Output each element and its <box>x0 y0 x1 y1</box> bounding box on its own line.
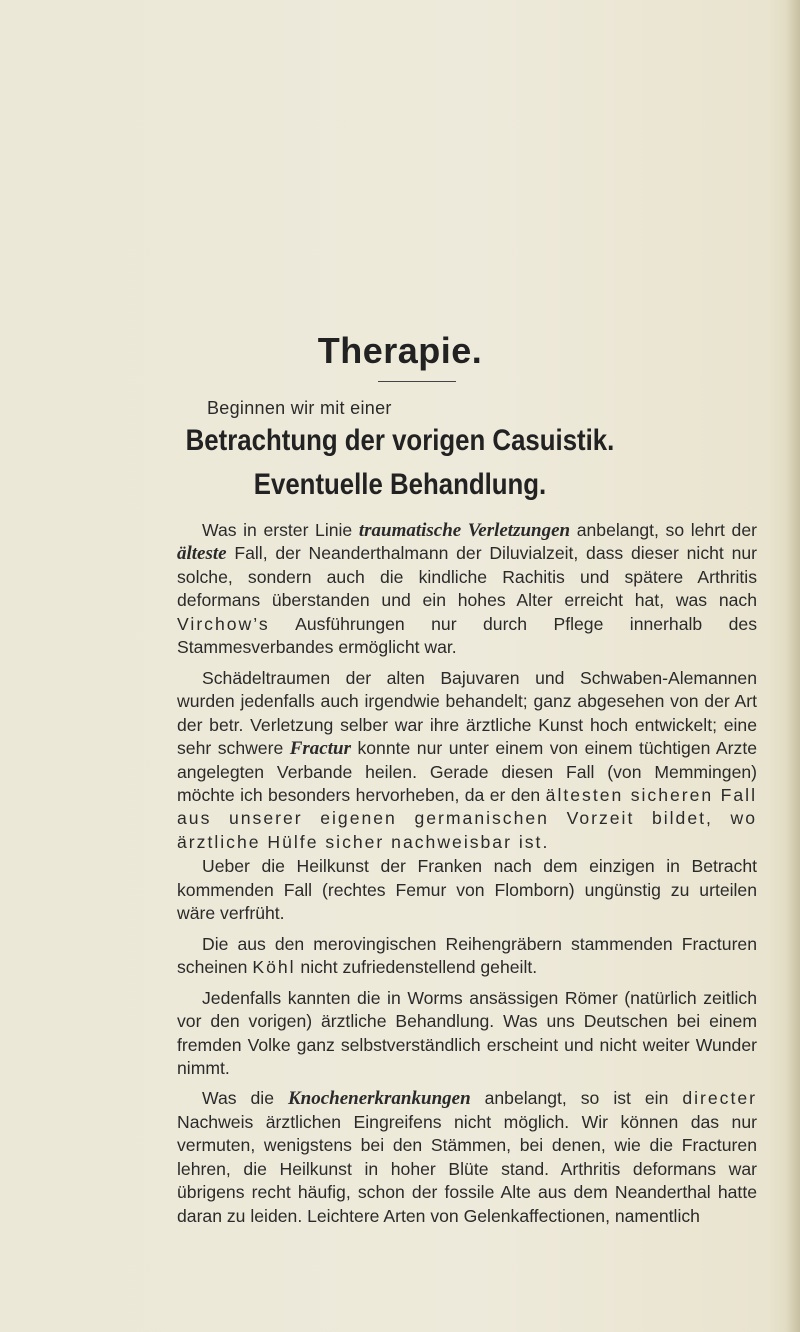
paragraph-4 <box>177 933 757 980</box>
body-text <box>177 519 757 1228</box>
text-run: konnte nur unter einem von einem tüchtigen Arzte angelegten Verbande heilen. Gerade diesen Fall (von Memmingen) möchte ich besonders hervorheben, da er den <box>177 738 757 805</box>
text-run: Was in erster Linie <box>202 520 359 540</box>
section-heading-casuistik: Betrachtung der vorigen Casuistik. <box>185 424 615 457</box>
emphasis-run: Knochenerkrankungen <box>287 1088 471 1110</box>
title-divider-rule <box>378 381 456 382</box>
author-name: Köhl <box>252 957 296 978</box>
emphasis-run: traumatische Verletzungen <box>358 520 571 541</box>
page-edge-shadow <box>786 0 800 1332</box>
text-run: Schädeltraumen der alten Bajuvaren und Schwaben-Alemannen wurden jedenfalls auch irgendwie behandelt; ganz abgesehen von der Art der betr. Verletzung selber war ihre ärztliche Kunst hoch entwickelt; eine sehr schwere <box>177 667 757 759</box>
paragraph-1 <box>177 519 757 660</box>
text-run: Fall, der Neanderthalmann der Diluvialzeit, dass dieser nicht nur solche, sondern auch die kindliche Rachitis und spätere Arthritis deformans überstanden und ein hohes Alter erreicht hat, was nach <box>177 543 757 611</box>
text-run: nicht zufriedenstellend geheilt. <box>295 957 538 978</box>
author-name: Virchow’s <box>177 613 270 634</box>
emphasis-run: älteste <box>177 543 227 565</box>
paragraph-6 <box>177 1087 757 1228</box>
emphasis-run: Fractur <box>289 738 351 760</box>
intro-line: Beginnen wir mit einer <box>207 398 392 418</box>
text-run: Nachweis ärztlichen Eingreifens nicht möglich. Wir können das nur vermuten, wenigstens bei den Stämmen, bei denen, wie die Fracturen lehren, die Heilkunst in hoher Blüte stand. Arthritis deformans war übrigens recht häufig, schon der fossile Alte aus dem Neanderthal hatte daran zu leiden. Leichtere Arten von Gelenkaffectionen, namentlich <box>177 1111 757 1226</box>
text-run: Ausführungen nur durch Pflege innerhalb des Stammesverbandes ermöglicht war. <box>177 613 757 658</box>
chapter-title: Therapie. <box>317 330 483 371</box>
text-run: Was die <box>202 1088 288 1109</box>
paragraph-2 <box>177 667 757 855</box>
spaced-emphasis-run: ältesten sicheren Fall aus unserer eigenen germanischen Vorzeit bildet, wo ärztliche Hülfe sicher nachweisbar ist. <box>177 784 757 852</box>
text-run: Die aus den merovingischen Reihengräbern stammenden Fracturen scheinen <box>177 933 757 978</box>
spaced-emphasis-run: directer <box>682 1088 757 1109</box>
paragraph-3: Ueber die Heilkunst der Franken nach dem einzigen in Betracht kommenden Fall (rechtes Femur von Flomborn) ungünstig zu urteilen wäre verfrüht. <box>177 856 757 924</box>
section-heading-behandlung: Eventuelle Behandlung. <box>253 468 547 501</box>
paragraph-5: Jedenfalls kannten die in Worms ansässigen Römer (natürlich zeitlich vor den vorigen) ärztliche Behandlung. Was uns Deutschen bei einem fremden Volke ganz selbstverständlich erscheint und nicht weiter Wunder nimmt. <box>177 987 757 1078</box>
text-run: anbelangt, so ist ein <box>470 1088 683 1109</box>
text-run: anbelangt, so lehrt der <box>570 520 757 540</box>
